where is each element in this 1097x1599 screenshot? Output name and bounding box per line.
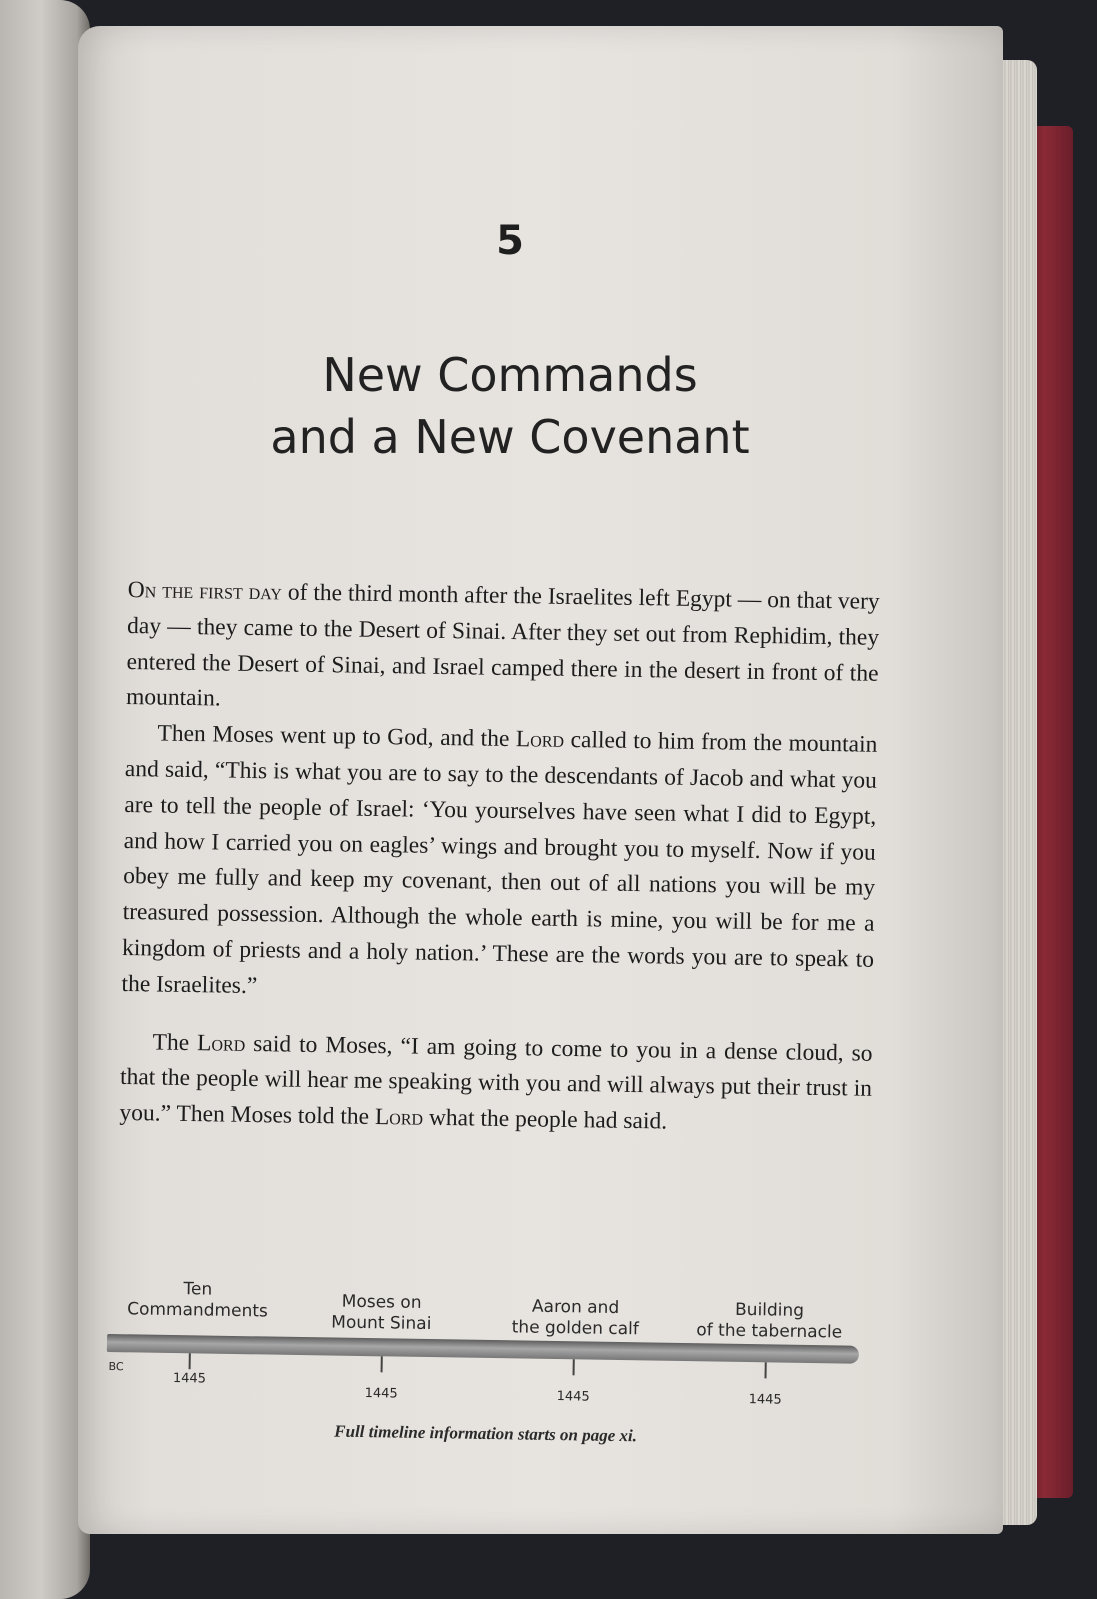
timeline-year: 1445 <box>172 1371 207 1387</box>
paragraph-2 <box>121 716 877 1014</box>
paragraph-2-text-a: Then Moses went up to God, and the <box>157 720 517 753</box>
timeline-event-label <box>679 1299 860 1344</box>
paragraph-2-text-b: called to him from the mountain and said, “This is what you are to say to the descendants of Jacob and what you are to tell the people of Israel: ‘You yourselves have seen what I did to Egypt, and how I carried you on eagles’ wings and brought you to myself. Now if you obey me fully and keep my covenant, then out of all nations you will be my treasured possession. Although the whole earth is mine, you will be for me a kingdom of priests and a holy nation.’ These are the words you are to speak to the Israelites.” <box>121 727 878 999</box>
chapter-number: 5 <box>496 218 524 264</box>
timeline-label-line: of the tabernacle <box>696 1320 843 1343</box>
paragraph-3 <box>119 1025 873 1144</box>
paragraph-3-text-a: The <box>152 1029 198 1056</box>
divine-name: Lord <box>196 1029 246 1057</box>
timeline-label-line: Building <box>734 1299 805 1321</box>
timeline-tick <box>573 1359 575 1375</box>
paragraph-3-text-b: said to Moses, “I am going to come to you in a dense cloud, so that the people will hear me speaking with you and will always put their trust in you.” Then Moses told the <box>119 1030 873 1131</box>
timeline-year: 1445 <box>556 1389 590 1405</box>
timeline-year: 1445 <box>748 1392 782 1408</box>
paragraph-lead-in: On the first day <box>127 576 283 606</box>
paragraph-1-text: of the third month after the Israelites left Egypt — on that very day — they came to the Desert of Sinai. After they set out from Rephidim, they entered the Desert of Sinai, and Israel camped there in the desert in front of the mountain. <box>125 579 880 712</box>
timeline-label-line: Ten <box>183 1279 213 1300</box>
timeline-tick <box>189 1353 191 1369</box>
timeline-label-line: Commandments <box>126 1299 268 1322</box>
timeline <box>105 1278 868 1470</box>
divine-name: Lord <box>515 726 565 754</box>
timeline-tick <box>765 1362 767 1378</box>
paragraph-1 <box>126 573 880 728</box>
timeline-footnote: Full timeline information starts on page xi. <box>334 1421 638 1446</box>
timeline-label-line: the golden calf <box>511 1317 639 1340</box>
paragraph-3-text-c: what the people had said. <box>422 1104 668 1135</box>
divine-name: Lord <box>374 1104 424 1131</box>
chapter-title-line-2: and a New Covenant <box>270 410 750 464</box>
chapter-title <box>230 344 790 468</box>
timeline-label-line: Mount Sinai <box>331 1312 432 1335</box>
timeline-event-label <box>485 1296 666 1341</box>
left-page-edge <box>0 0 90 1599</box>
chapter-title-line-1: New Commands <box>322 348 698 402</box>
body-text <box>119 573 880 1144</box>
timeline-event-label <box>107 1278 288 1323</box>
timeline-label-line: Aaron and <box>531 1296 620 1319</box>
timeline-year: 1445 <box>364 1386 398 1402</box>
timeline-label-line: Moses on <box>341 1291 422 1313</box>
timeline-tick <box>381 1356 383 1372</box>
timeline-event-label <box>291 1291 472 1336</box>
timeline-era: BC <box>108 1360 124 1374</box>
